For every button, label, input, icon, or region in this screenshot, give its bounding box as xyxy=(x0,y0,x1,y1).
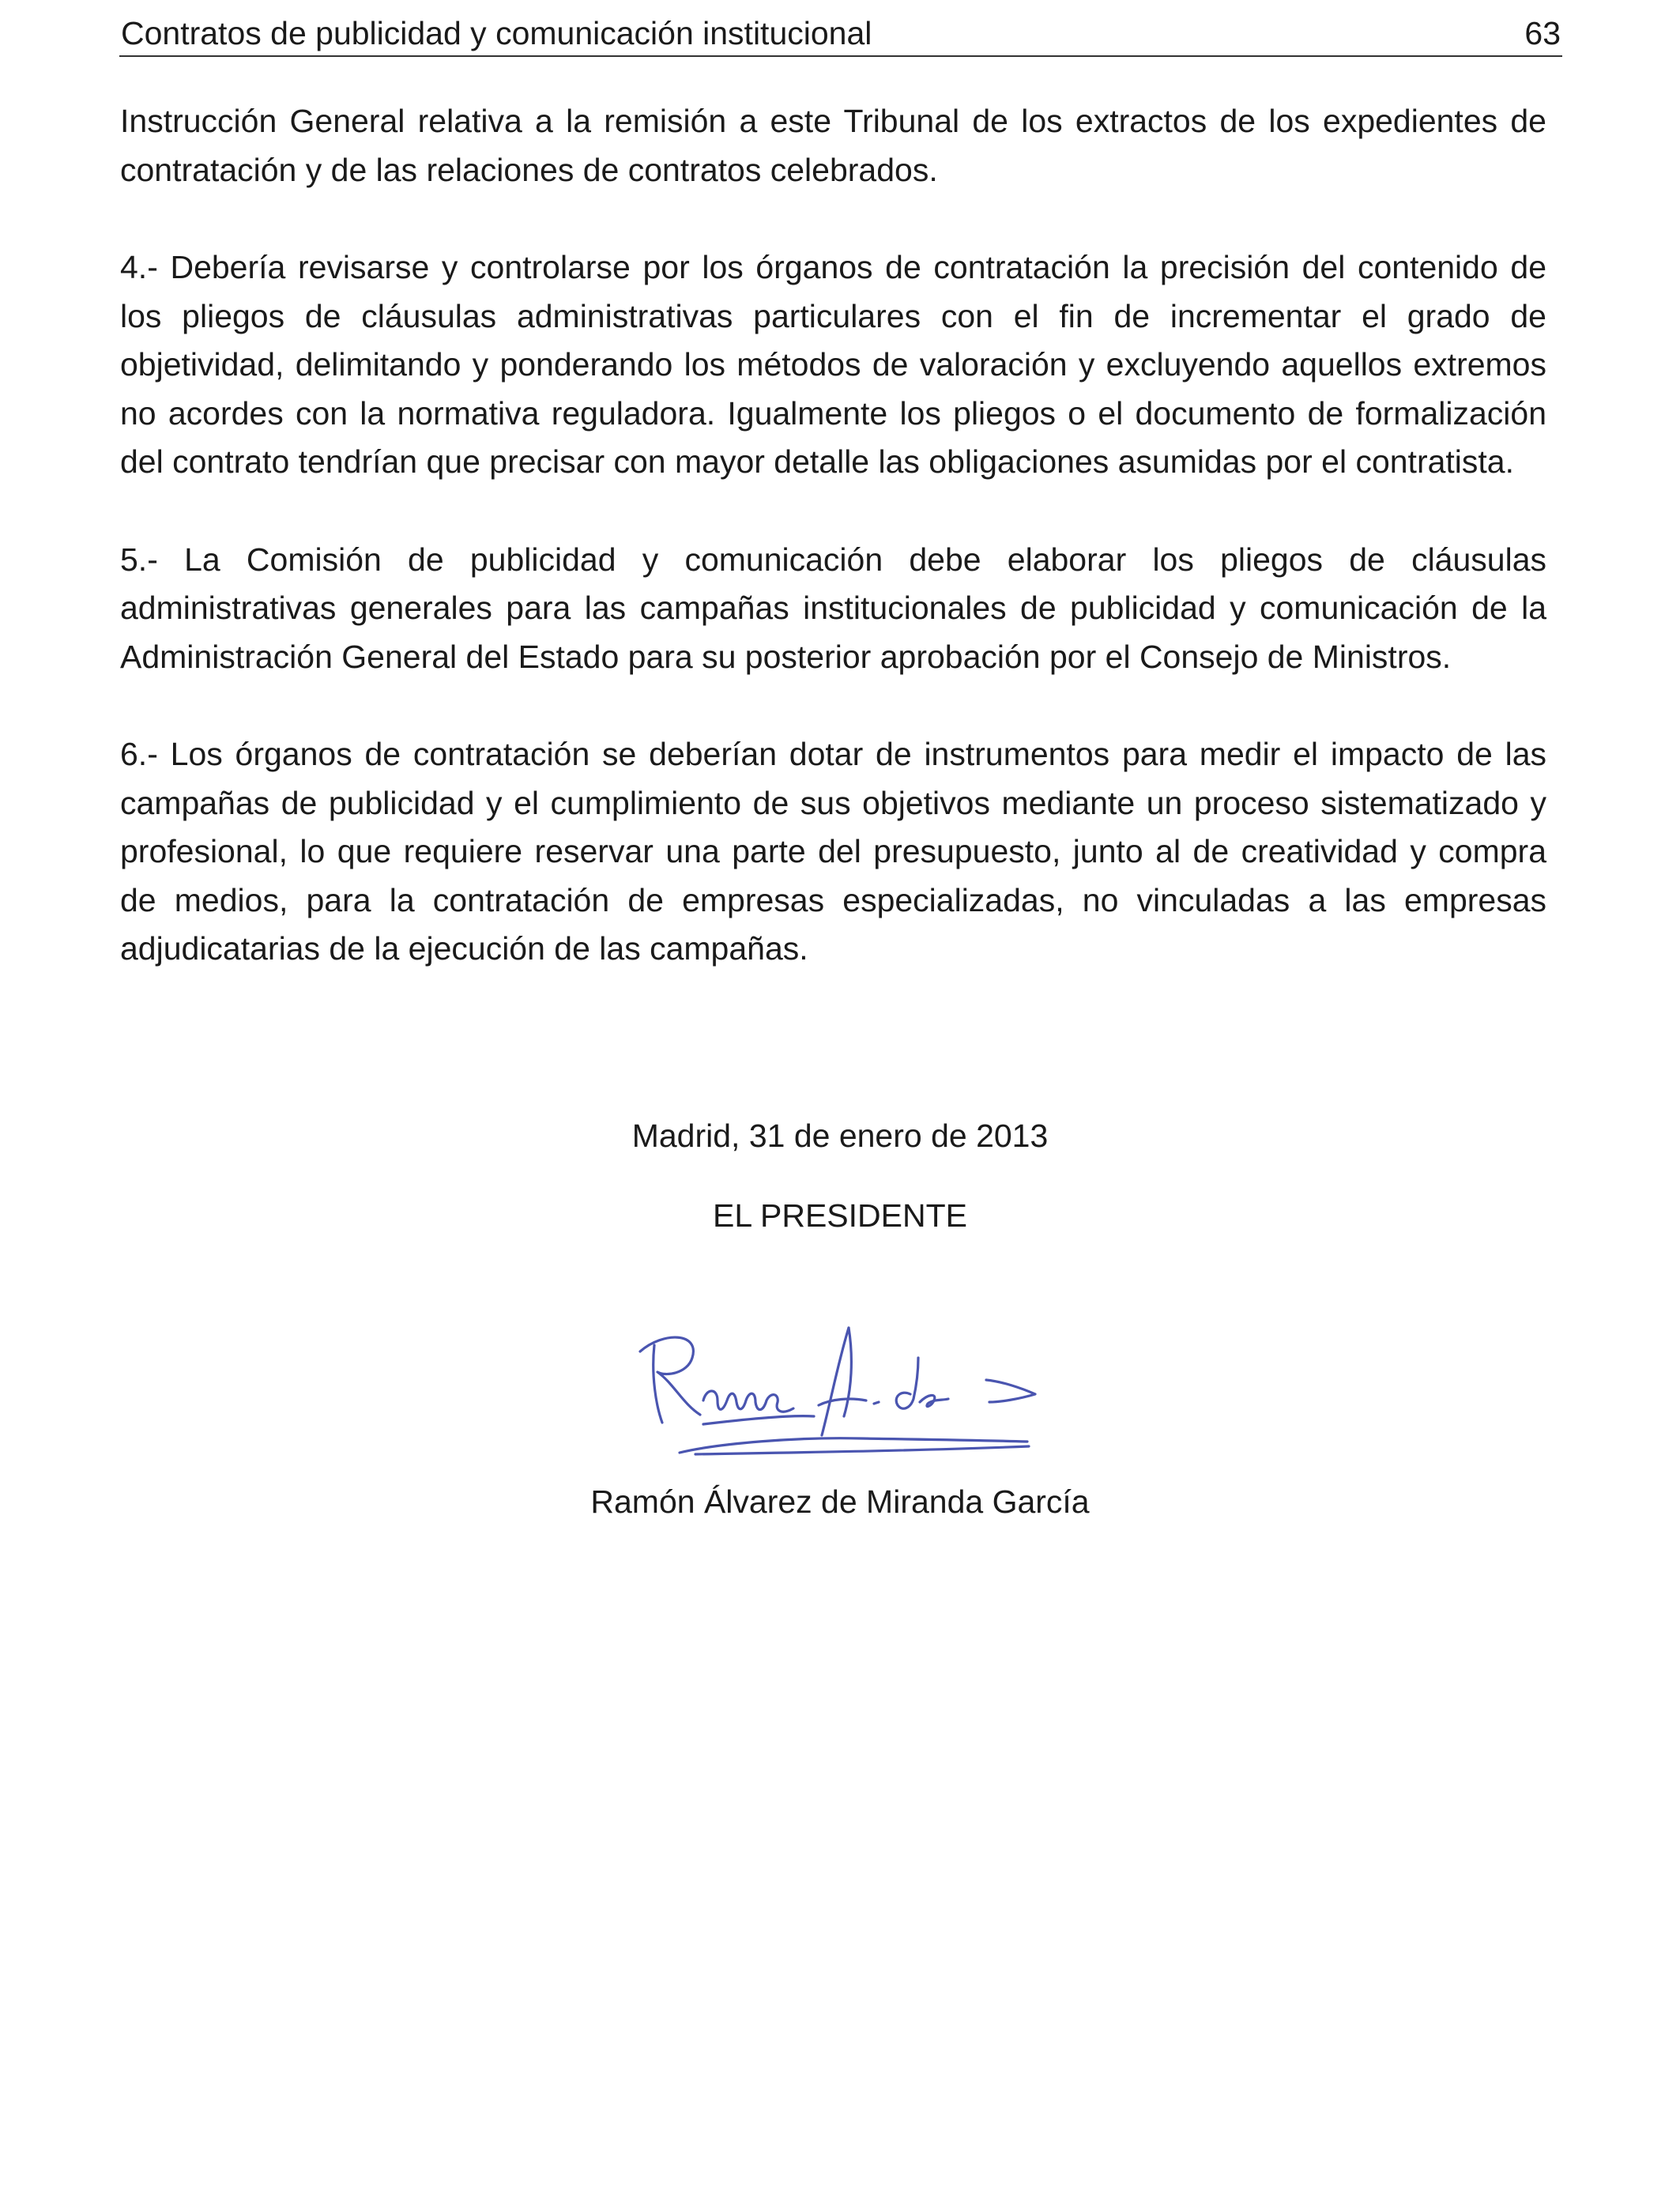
signatory-role: EL PRESIDENTE xyxy=(712,1197,967,1234)
page-number: 63 xyxy=(1524,15,1561,51)
signatory-name: Ramón Álvarez de Miranda García xyxy=(590,1483,1090,1520)
place-date: Madrid, 31 de enero de 2013 xyxy=(631,1118,1049,1154)
paragraph-4: 4.- Debería revisarse y controlarse por los órganos de contratación la precisión del contenido de los pliegos de cláusulas administrativas particulares con el fin de incrementar el grado de objetividad, delimitando y ponderando los métodos de valoración y excluyendo aquellos extremos no acordes con la normativa reguladora. Igualmente los pliegos o el documento de formalización del contrato tendrían que precisar con mayor detalle las obligaciones asumidas por el contratista. xyxy=(120,249,1546,480)
paragraph-5: 5.- La Comisión de publicidad y comunicación debe elaborar los pliegos de cláusulas administrativas generales para las campañas institucionales de publicidad y comunicación de la Administración General del Estado para su posterior aprobación por el Consejo de Ministros. xyxy=(120,541,1546,675)
body-text xyxy=(120,97,1546,1023)
paragraph-6: 6.- Los órganos de contratación se deberían dotar de instrumentos para medir el impacto de las campañas de publicidad y el cumplimiento de sus objetivos mediante un proceso sistematizado y profesional, lo que requiere reservar una parte del presupuesto, junto al de creatividad y compra de medios, para la contratación de empresas especializadas, no vinculadas a las empresas adjudicatarias de la ejecución de las campañas. xyxy=(120,736,1546,967)
paragraph-continuation: Instrucción General relativa a la remisión a este Tribunal de los extractos de los expedientes de contratación y de las relaciones de contratos celebrados. xyxy=(120,103,1546,188)
handwritten-signature xyxy=(624,1296,1067,1478)
header-title: Contratos de publicidad y comunicación institucional xyxy=(121,15,872,51)
running-header xyxy=(119,11,1562,57)
